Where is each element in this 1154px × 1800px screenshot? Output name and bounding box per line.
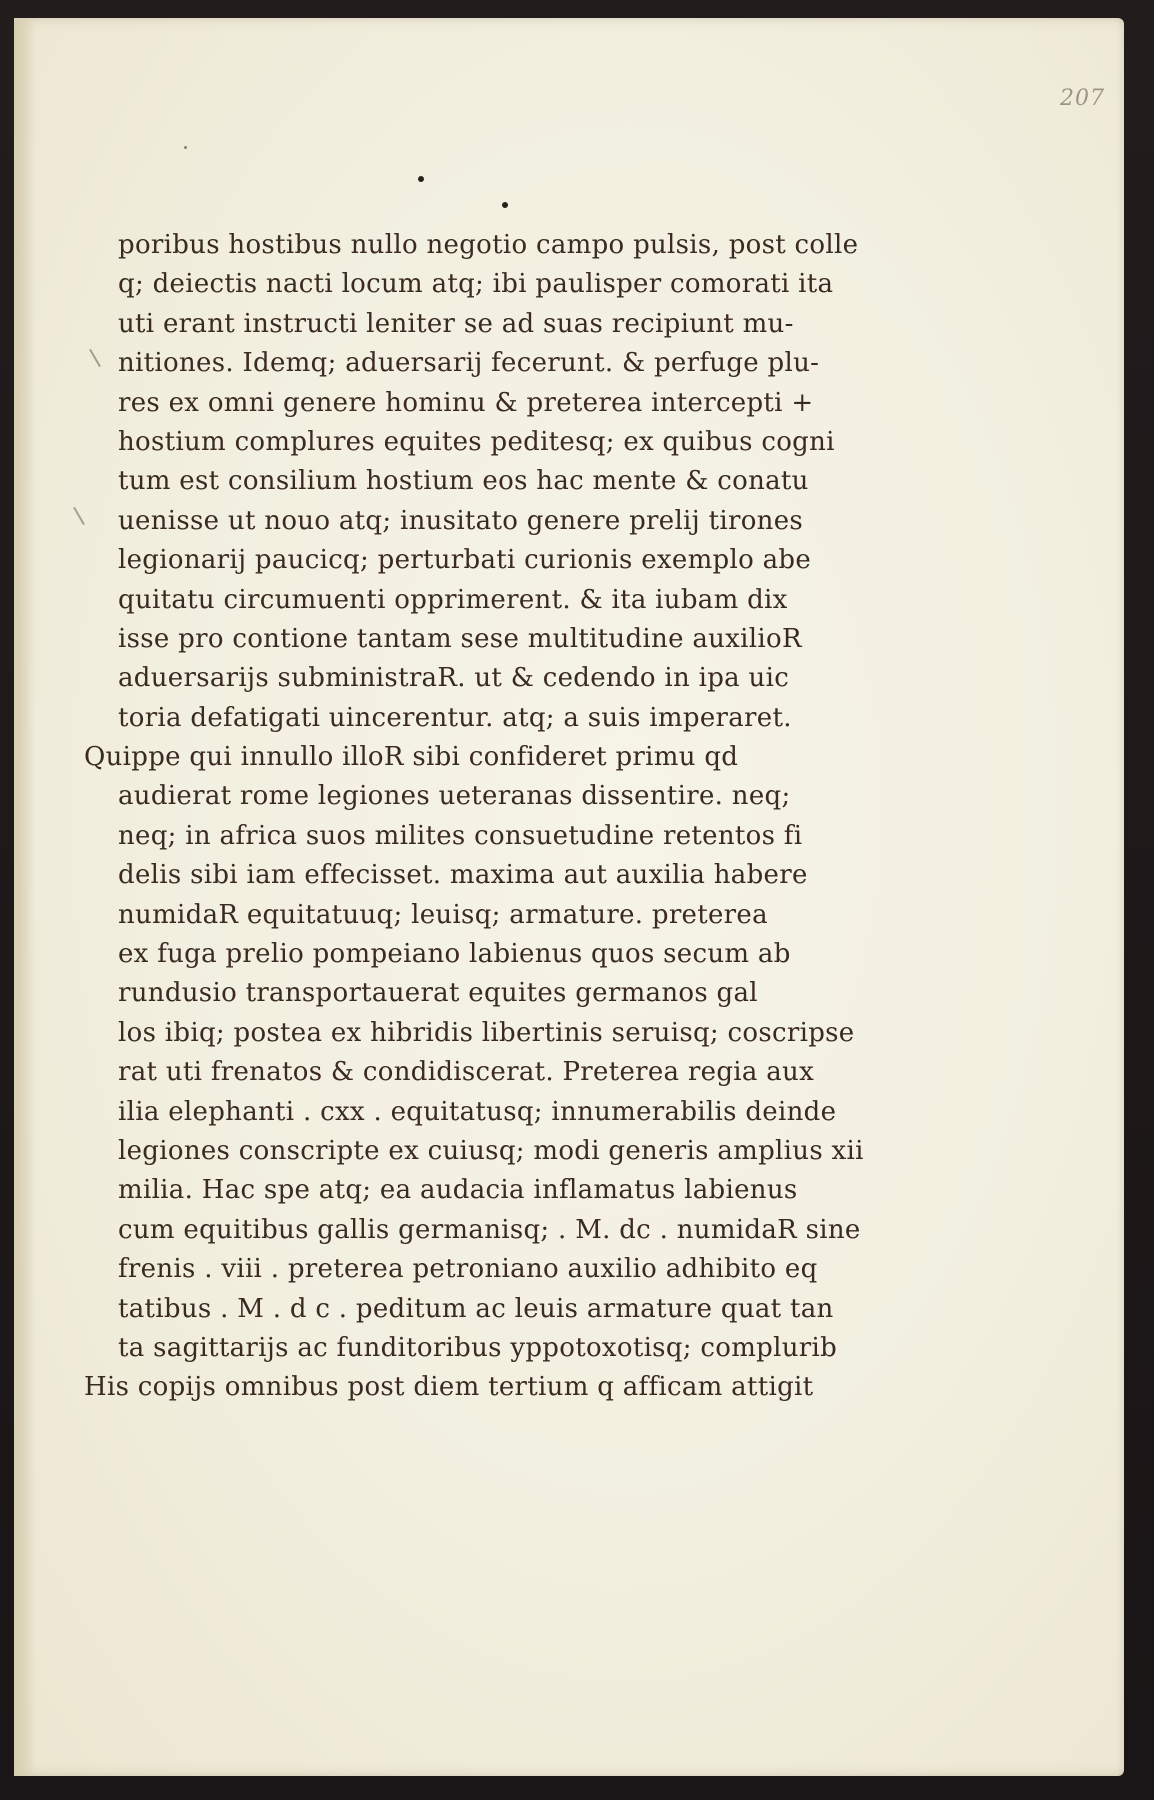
text-line: res ex omni genere hominu & preterea intercepti + [118, 387, 814, 418]
text-line: neq; in africa suos milites consuetudine retentos fi [118, 820, 803, 851]
manuscript-page [14, 18, 1124, 1776]
text-line: frenis . viii . preterea petroniano auxilio adhibito eq [118, 1254, 818, 1285]
text-line: ilia elephanti . cxx . equitatusq; innumerabilis deinde [118, 1096, 837, 1127]
text-line: cum equitibus gallis germanisq; . M. dc . numidaR sine [118, 1214, 861, 1245]
text-line-initial: Quippe qui innullo illoR sibi confideret primu qd [84, 742, 739, 773]
ink-dot [184, 146, 187, 149]
text-line: poribus hostibus nullo negotio campo pulsis, post colle [118, 230, 859, 260]
text-line: uti erant instructi leniter se ad suas recipiunt mu- [118, 308, 794, 339]
ink-dot [502, 202, 508, 208]
text-line: hostium complures equites peditesq; ex quibus cogni [118, 426, 835, 457]
text-line: los ibiq; postea ex hibridis libertinis seruisq; coscripse [118, 1017, 855, 1048]
text-line: audierat rome legiones ueteranas dissentire. neq; [118, 781, 791, 812]
text-line: rundusio transportauerat equites germanos gal [118, 978, 758, 1009]
manuscript-text [84, 226, 884, 1408]
text-line: q; deiectis nacti locum atq; ibi paulisper comorati ita [118, 269, 834, 300]
text-line: legionarij paucicq; perturbati curionis exemplo abe [118, 545, 812, 576]
text-line: milia. Hac spe atq; ea audacia inflamatus labienus [118, 1175, 798, 1206]
folio-number: 207 [1060, 86, 1105, 111]
text-line: delis sibi iam effecisset. maxima aut auxilia habere [118, 860, 808, 891]
text-line: nitiones. Idemq; aduersarij fecerunt. & perfuge plu- [118, 348, 820, 379]
text-line: isse pro contione tantam sese multitudine auxilioR [118, 623, 802, 654]
text-line: tum est consilium hostium eos hac mente & conatu [118, 466, 809, 497]
text-line: rat uti frenatos & condidiscerat. Preterea regia aux [118, 1057, 815, 1088]
text-line-initial: His copijs omnibus post diem tertium q afficam attigit [84, 1372, 814, 1403]
text-line: numidaR equitatuuq; leuisq; armature. preterea [118, 899, 768, 930]
ink-dot [418, 176, 424, 182]
text-line: ta sagittarijs ac funditoribus yppotoxotisq; complurib [118, 1332, 838, 1363]
text-line: ex fuga prelio pompeiano labienus quos secum ab [118, 939, 791, 970]
text-line: tatibus . M . d c . peditum ac leuis armature quat tan [118, 1293, 834, 1324]
binding-gutter [14, 18, 36, 1776]
text-line: toria defatigati uincerentur. atq; a suis imperaret. [118, 702, 792, 733]
text-line: legiones conscripte ex cuiusq; modi generis amplius xii [118, 1135, 864, 1166]
text-line: uenisse ut nouo atq; inusitato genere prelij tirones [118, 505, 804, 536]
text-line: aduersarijs subministraR. ut & cedendo in ipa uic [118, 663, 790, 694]
text-line: quitatu circumuenti opprimerent. & ita iubam dix [118, 584, 788, 615]
